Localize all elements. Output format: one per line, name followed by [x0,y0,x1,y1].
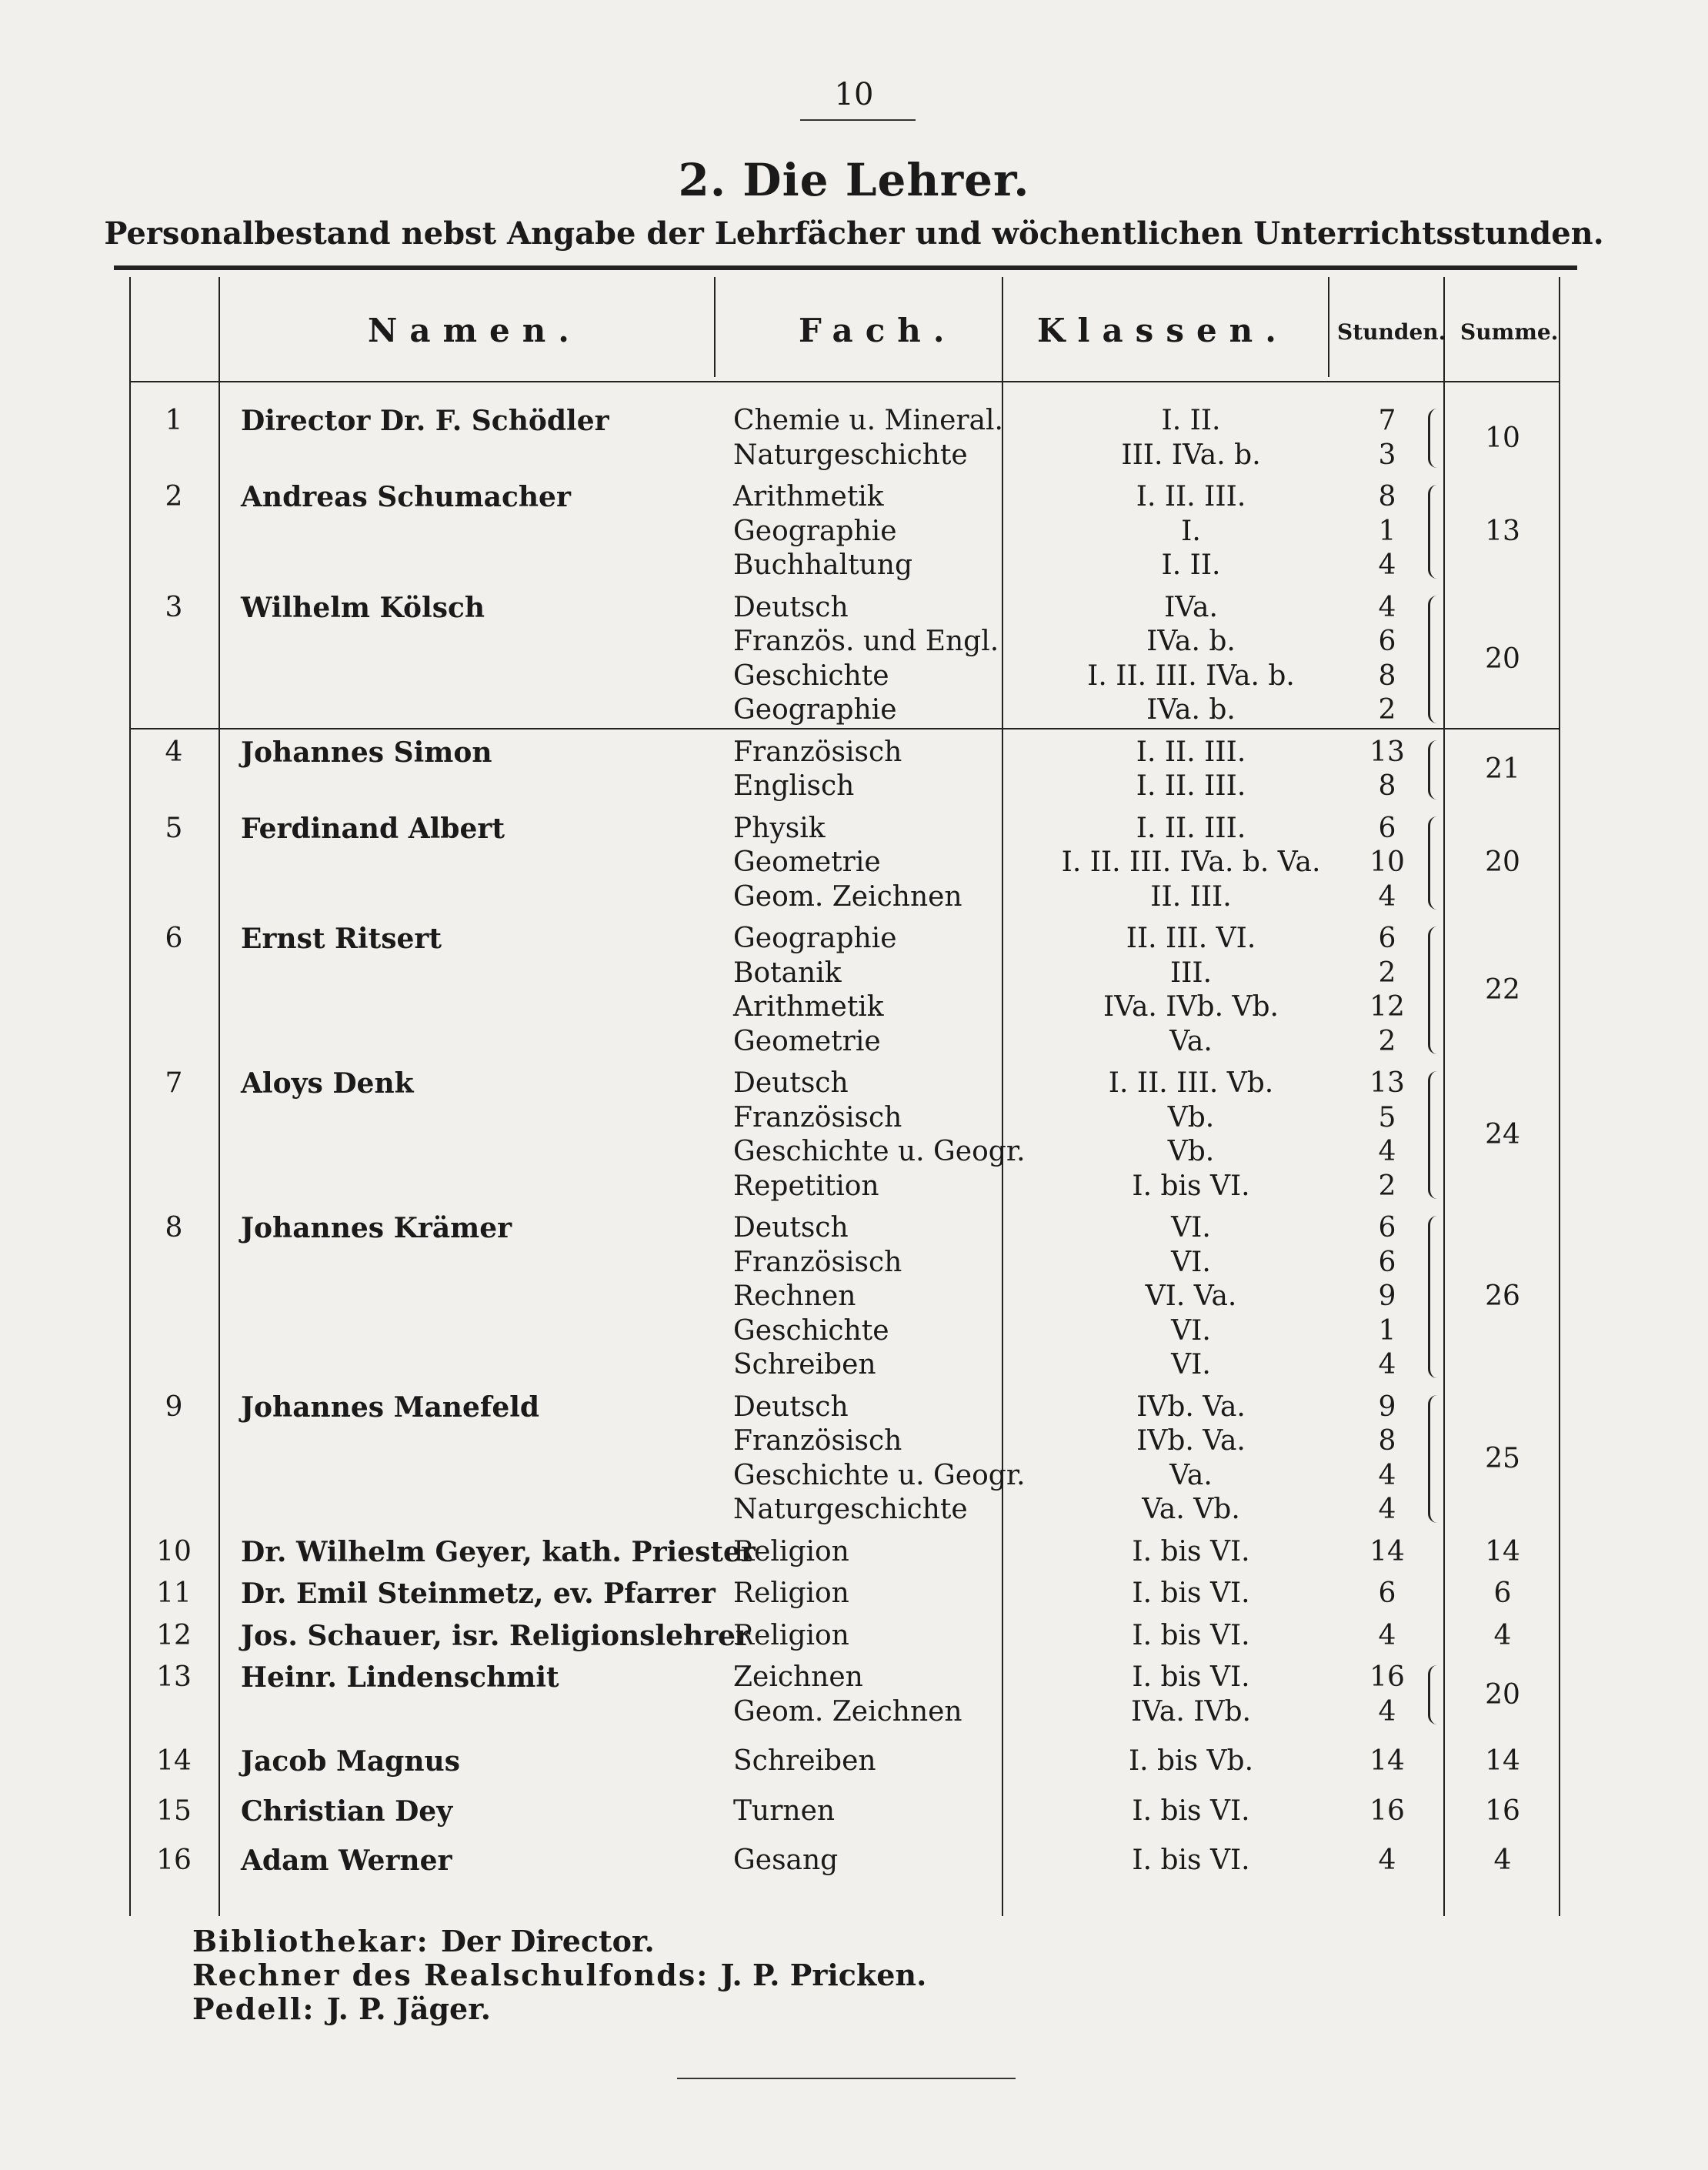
table-row [129,439,1560,472]
grouping-brace [1428,485,1446,579]
teacher-number: 8 [165,1212,183,1244]
sum-cell: 14 [1485,1745,1520,1778]
column-header-classes: Klassen. [1037,312,1289,349]
table-row [129,770,1560,803]
table-row [129,1844,1560,1878]
table-row [129,549,1560,583]
hours-cell: 2 [1378,956,1396,989]
teacher-number: 1 [165,405,183,436]
teacher-number: 4 [165,736,183,768]
hours-cell: 6 [1378,812,1396,844]
classes-cell: VI. [1171,1246,1211,1278]
classes-cell: I. II. [1161,405,1221,436]
footer-line [192,1991,491,2026]
sum-cell: 21 [1485,753,1520,785]
sum-cell: 4 [1493,1619,1512,1651]
subject-cell: Geschichte [733,659,889,692]
footer-value: J. P. Pricken. [720,1958,927,1992]
hours-cell: 7 [1378,405,1396,436]
subject-cell: Schreiben [733,1349,876,1380]
hours-cell: 13 [1369,1067,1405,1099]
teacher-number: 6 [165,923,183,954]
hours-cell: 6 [1378,626,1396,657]
hours-cell: 8 [1378,481,1396,512]
teachers-table [129,277,1560,1916]
teacher-name: Johannes Manefeld [241,1390,540,1424]
teacher-name: Jos. Schauer, isr. Religionslehrer [241,1619,751,1652]
hours-cell: 8 [1378,1425,1396,1457]
subject-cell: Buchhaltung [733,549,913,581]
subject-cell: Geographie [733,694,897,726]
subject-cell: Englisch [733,770,855,802]
subject-cell: Repetition [733,1170,879,1202]
teacher-name: Heinr. Lindenschmit [241,1661,559,1694]
hours-cell: 6 [1378,923,1396,954]
hours-cell: 3 [1378,439,1396,471]
hours-cell: 4 [1378,549,1396,581]
subject-cell: Rechnen [733,1280,856,1312]
teacher-number: 14 [156,1745,192,1777]
classes-cell: I. II. III. IVa. b. [1087,659,1295,692]
classes-cell: IVa. IVb. [1131,1695,1251,1728]
column-header-hours: Stunden. [1337,319,1446,345]
subject-cell: Arithmetik [733,481,884,512]
table-row [129,1424,1560,1458]
grouping-brace [1428,409,1446,468]
sum-cell: 10 [1485,422,1520,454]
table-row [129,922,1560,956]
teacher-name: Ferdinand Albert [241,812,505,845]
teacher-name: Wilhelm Kölsch [241,591,485,624]
subject-cell: Französisch [733,1425,902,1457]
subject-cell: Geschichte u. Geogr. [733,1459,1026,1491]
classes-cell: IVb. Va. [1136,1390,1246,1423]
column-divider [714,277,716,377]
table-row [129,1246,1560,1280]
classes-cell: I. bis VI. [1132,1661,1250,1693]
table-row [129,659,1560,693]
sum-cell: 20 [1485,1678,1520,1711]
hours-cell: 8 [1378,770,1396,802]
classes-cell: Va. Vb. [1142,1494,1240,1525]
footer-value: Der Director. [440,1924,655,1958]
classes-cell: IVa. IVb. Vb. [1103,991,1279,1023]
table-row [129,880,1560,914]
hours-cell: 4 [1378,591,1396,623]
classes-cell: I. II. III. [1136,736,1246,768]
subject-cell: Zeichnen [733,1661,863,1693]
hours-cell: 13 [1369,736,1405,768]
teacher-number: 2 [165,481,183,512]
classes-cell: Vb. [1167,1136,1215,1167]
teacher-name: Dr. Wilhelm Geyer, kath. Priester [241,1535,756,1568]
table-row [129,1695,1560,1729]
classes-cell: IVa. b. [1146,626,1236,657]
teacher-number: 5 [165,812,183,844]
classes-cell: I. bis VI. [1132,1619,1250,1651]
classes-cell: Va. [1169,1025,1213,1057]
hours-cell: 4 [1378,1459,1396,1491]
teacher-number: 15 [156,1794,192,1827]
classes-cell: VI. [1171,1212,1211,1244]
hours-cell: 4 [1378,1695,1396,1728]
table-row [129,404,1560,438]
table-row [129,812,1560,846]
subject-cell: Naturgeschichte [733,439,968,471]
subject-cell: Turnen [733,1794,836,1827]
subject-cell: Religion [733,1619,849,1651]
hours-cell: 4 [1378,880,1396,913]
footer-line [192,1924,655,1958]
classes-cell: VI. [1171,1314,1211,1347]
footer-value: J. P. Jäger. [326,1991,491,2026]
column-divider [1328,277,1329,377]
subject-cell: Religion [733,1535,849,1567]
table-row [129,1170,1560,1204]
teacher-number: 3 [165,591,183,623]
hours-cell: 9 [1378,1280,1396,1312]
hours-cell: 9 [1378,1390,1396,1423]
classes-cell: Va. [1169,1459,1213,1491]
section-heading: 2. Die Lehrer. [678,154,1030,206]
classes-cell: IVb. Va. [1136,1425,1246,1457]
hours-cell: 6 [1378,1212,1396,1244]
teacher-name: Johannes Krämer [241,1212,512,1244]
page-number: 10 [834,77,874,112]
subject-cell: Naturgeschichte [733,1494,968,1525]
hours-cell: 10 [1369,846,1405,878]
table-row [129,625,1560,659]
teacher-number: 13 [156,1661,192,1693]
table-row [129,1794,1560,1828]
hours-cell: 4 [1378,1136,1396,1167]
classes-cell: IVa. [1164,591,1218,623]
hours-cell: 12 [1369,991,1405,1023]
hours-cell: 4 [1378,1844,1396,1876]
subject-cell: Gesang [733,1844,839,1876]
teacher-name: Jacob Magnus [241,1745,460,1778]
sum-cell: 26 [1485,1280,1520,1313]
table-row [129,1211,1560,1245]
table-row [129,1280,1560,1314]
hours-cell: 4 [1378,1494,1396,1525]
teacher-name: Director Dr. F. Schödler [241,405,609,437]
grouping-brace [1428,596,1446,723]
table-row [129,693,1560,727]
grouping-brace [1428,926,1446,1054]
teacher-name: Ernst Ritsert [241,923,442,955]
table-row [129,1348,1560,1382]
hours-cell: 4 [1378,1349,1396,1380]
subject-cell: Deutsch [733,1212,849,1244]
classes-cell: I. bis VI. [1132,1577,1250,1609]
teacher-number: 7 [165,1067,183,1099]
subject-cell: Französisch [733,1246,902,1278]
table-row [129,1135,1560,1169]
footer-label: Rechner des Realschulfonds: [192,1958,709,1992]
teacher-name: Adam Werner [241,1844,452,1877]
classes-cell: I. bis VI. [1132,1844,1250,1876]
footer-label: Pedell: [192,1991,315,2026]
grouping-brace [1428,740,1446,800]
table-row [129,956,1560,990]
sum-cell: 13 [1485,515,1520,547]
subject-cell: Deutsch [733,1390,849,1423]
subject-cell: Deutsch [733,591,849,623]
table-row [129,846,1560,880]
classes-cell: I. bis VI. [1132,1794,1250,1827]
table-row [129,480,1560,514]
classes-cell: III. [1169,956,1213,989]
footer-line [192,1958,926,1992]
classes-cell: I. II. III. Vb. [1108,1067,1274,1099]
subject-cell: Französisch [733,1101,902,1133]
teacher-name: Andreas Schumacher [241,481,571,513]
grouping-brace [1428,1395,1446,1523]
subject-cell: Botanik [733,956,842,989]
classes-cell: I. II. III. [1136,481,1246,512]
subject-cell: Schreiben [733,1745,876,1777]
footer-label: Bibliothekar: [192,1924,429,1958]
hours-cell: 2 [1378,1025,1396,1057]
table-row [129,1535,1560,1569]
table-row [129,1067,1560,1100]
classes-cell: I. II. III. IVa. b. Va. [1061,846,1321,878]
classes-cell: VI. [1171,1349,1211,1380]
subject-cell: Französisch [733,736,902,768]
subject-cell: Geschichte u. Geogr. [733,1136,1026,1167]
sum-cell: 4 [1493,1844,1512,1877]
sum-cell: 14 [1485,1535,1520,1567]
teacher-number: 11 [156,1577,192,1609]
hours-cell: 14 [1369,1535,1405,1567]
classes-cell: I. II. III. [1136,812,1246,844]
subject-cell: Geographie [733,923,897,954]
subject-cell: Physik [733,812,826,844]
hours-cell: 8 [1378,659,1396,692]
teacher-name: Dr. Emil Steinmetz, ev. Pfarrer [241,1577,716,1610]
hours-cell: 6 [1378,1577,1396,1609]
subject-cell: Deutsch [733,1067,849,1099]
table-row [129,1314,1560,1348]
header-rule [129,381,1560,382]
table-row [129,1493,1560,1527]
hours-cell: 2 [1378,1170,1396,1202]
classes-cell: Vb. [1167,1101,1215,1133]
sum-cell: 20 [1485,643,1520,675]
table-row [129,1025,1560,1059]
column-header-sum: Summe. [1460,319,1559,345]
sum-cell: 24 [1485,1119,1520,1150]
sum-cell: 20 [1485,846,1520,879]
hours-cell: 6 [1378,1246,1396,1278]
table-row [129,1744,1560,1778]
sum-cell: 25 [1485,1442,1520,1474]
table-row [129,990,1560,1024]
subject-cell: Geometrie [733,846,881,878]
classes-cell: I. II. III. [1136,770,1246,802]
hours-cell: 2 [1378,694,1396,726]
subject-cell: Arithmetik [733,991,884,1023]
table-row [129,1101,1560,1135]
teacher-name: Christian Dey [241,1794,453,1828]
table-row [129,515,1560,549]
sum-cell: 16 [1485,1794,1520,1827]
column-header-subject: Fach. [799,312,957,349]
table-row [129,1661,1560,1694]
subject-cell: Geom. Zeichnen [733,1695,962,1728]
teacher-name: Aloys Denk [241,1067,414,1100]
classes-cell: I. bis VI. [1132,1170,1250,1202]
table-row [129,1577,1560,1611]
subject-cell: Geographie [733,515,897,547]
classes-cell: I. II. [1161,549,1221,581]
section-subheading: Personalbestand nebst Angabe der Lehrfächer und wöchentlichen Unterrichtsstunden. [104,215,1604,252]
teacher-number: 10 [156,1535,192,1567]
column-header-name: Namen. [368,312,582,349]
grouping-brace [1428,1665,1446,1724]
hours-cell: 16 [1369,1661,1405,1693]
classes-cell: II. III. VI. [1126,923,1256,954]
table-row [129,1390,1560,1424]
hours-cell: 16 [1369,1794,1405,1827]
classes-cell: II. III. [1150,880,1232,913]
sum-cell: 22 [1485,974,1520,1006]
hours-cell: 5 [1378,1101,1396,1133]
subject-cell: Geschichte [733,1314,889,1347]
top-rule [114,265,1577,270]
sum-cell: 6 [1493,1577,1512,1610]
table-row [129,736,1560,770]
classes-cell: I. bis VI. [1132,1535,1250,1567]
subject-cell: Religion [733,1577,849,1609]
subject-cell: Geom. Zeichnen [733,880,962,913]
classes-cell: VI. Va. [1145,1280,1237,1312]
hours-cell: 1 [1378,515,1396,547]
hours-cell: 1 [1378,1314,1396,1347]
hours-cell: 14 [1369,1745,1405,1777]
grouping-brace [1428,816,1446,910]
column-divider [1002,277,1003,377]
classes-cell: IVa. b. [1146,694,1236,726]
teacher-number: 16 [156,1844,192,1876]
teacher-name: Johannes Simon [241,736,492,769]
classes-cell: I. [1181,515,1201,547]
hours-cell: 4 [1378,1619,1396,1651]
page-number-rule [800,119,916,121]
classes-cell: I. bis Vb. [1128,1745,1254,1777]
subject-cell: Französ. und Engl. [733,626,999,657]
grouping-brace [1428,1071,1446,1199]
table-row [129,591,1560,625]
grouping-brace [1428,1216,1446,1378]
subject-cell: Geometrie [733,1025,881,1057]
teacher-number: 9 [165,1390,183,1423]
row-separator [129,728,1560,729]
teacher-number: 12 [156,1619,192,1651]
table-row [129,1459,1560,1493]
bottom-rule [677,2078,1016,2079]
table-row [129,1619,1560,1653]
subject-cell: Chemie u. Mineral. [733,405,1003,436]
classes-cell: III. IVa. b. [1121,439,1261,471]
